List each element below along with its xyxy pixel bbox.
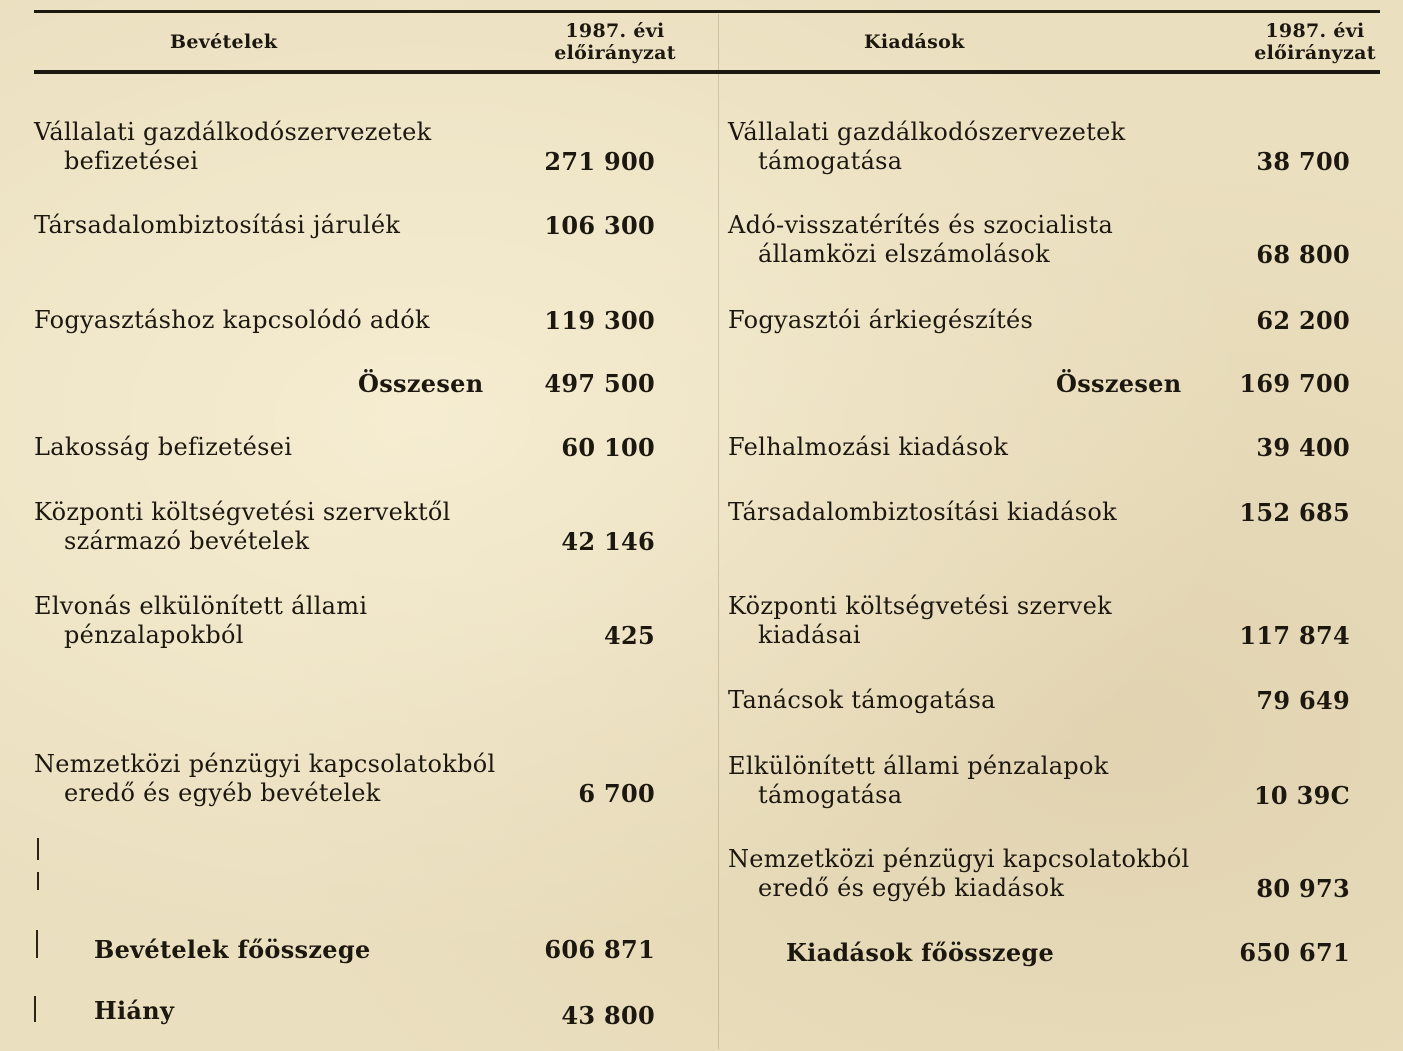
expenditure-year-header [1240, 20, 1390, 64]
expenditure-label-cont: eredő és egyéb kiadások [758, 874, 1065, 902]
revenue-value: 42 146 [561, 527, 655, 556]
top-rule [34, 10, 1380, 13]
deficit-label: Hiány [94, 996, 175, 1025]
column-divider [718, 14, 719, 1049]
expenditure-value: 39 400 [1256, 433, 1350, 462]
expenditure-value: 38 700 [1256, 147, 1350, 176]
expenditure-label-cont: támogatása [758, 781, 903, 809]
revenue-label-cont: befizetései [64, 147, 199, 175]
revenue-label: Elvonás elkülönített állami [34, 592, 368, 620]
expenditure-label: Fogyasztói árkiegészítés [728, 306, 1034, 334]
margin-mark [37, 838, 39, 860]
expenditure-grand-total-value: 650 671 [1239, 938, 1350, 967]
expenditure-label: Tanácsok támogatása [728, 686, 996, 714]
revenue-year-header-line1: 1987. évi [565, 20, 665, 42]
revenue-subtotal-label: Összesen [358, 369, 484, 398]
revenue-value: 106 300 [544, 211, 655, 240]
expenditure-year-header-line1: 1987. évi [1265, 20, 1365, 42]
expenditure-column-header: Kiadások [864, 31, 965, 53]
expenditure-value: 10 39C [1253, 781, 1350, 810]
revenue-year-header-line2: előirányzat [554, 42, 676, 64]
expenditure-value: 79 649 [1256, 686, 1350, 715]
revenue-grand-total-label: Bevételek főösszege [94, 935, 371, 964]
expenditure-label: Központi költségvetési szervek [728, 592, 1112, 620]
margin-mark [34, 996, 36, 1022]
expenditure-label: Felhalmozási kiadások [728, 433, 1009, 461]
expenditure-label: Társadalombiztosítási kiadások [728, 498, 1117, 526]
revenue-label: Társadalombiztosítási járulék [34, 211, 401, 239]
expenditure-label: Adó-visszatérítés és szocialista [728, 211, 1114, 239]
revenue-label: Fogyasztáshoz kapcsolódó adók [34, 306, 430, 334]
revenue-label-cont: eredő és egyéb bevételek [64, 779, 381, 807]
revenue-subtotal-value: 497 500 [544, 369, 655, 398]
expenditure-label-cont: támogatása [758, 147, 903, 175]
revenue-label: Központi költségvetési szervektől [34, 498, 451, 526]
expenditure-subtotal-value: 169 700 [1239, 369, 1350, 398]
deficit-value: 43 800 [561, 1001, 655, 1030]
expenditure-value: 117 874 [1239, 621, 1350, 650]
revenue-grand-total-value: 606 871 [544, 935, 655, 964]
revenue-label-cont: pénzalapokból [64, 621, 244, 649]
expenditure-value: 80 973 [1256, 874, 1350, 903]
expenditure-label-cont: kiadásai [758, 621, 861, 649]
expenditure-label: Nemzetközi pénzügyi kapcsolatokból [728, 845, 1190, 873]
expenditure-year-header-line2: előirányzat [1254, 42, 1376, 64]
margin-mark [37, 872, 39, 890]
expenditure-value: 62 200 [1256, 306, 1350, 335]
revenue-value: 6 700 [578, 779, 655, 808]
header-rule [34, 70, 1380, 74]
revenue-label-cont: származó bevételek [64, 527, 310, 555]
expenditure-subtotal-label: Összesen [1056, 369, 1182, 398]
revenue-value: 60 100 [561, 433, 655, 462]
revenue-label: Nemzetközi pénzügyi kapcsolatokból [34, 750, 496, 778]
revenue-value: 119 300 [544, 306, 655, 335]
revenue-value: 425 [604, 621, 655, 650]
expenditure-label: Elkülönített állami pénzalapok [728, 752, 1109, 780]
revenue-year-header [540, 20, 690, 64]
revenue-value: 271 900 [544, 147, 655, 176]
margin-mark [36, 930, 38, 958]
revenue-label: Vállalati gazdálkodószervezetek [34, 118, 432, 146]
expenditure-value: 152 685 [1239, 498, 1350, 527]
expenditure-value: 68 800 [1256, 240, 1350, 269]
expenditure-label: Vállalati gazdálkodószervezetek [728, 118, 1126, 146]
revenue-label: Lakosság befizetései [34, 433, 293, 461]
expenditure-grand-total-label: Kiadások főösszege [786, 938, 1055, 967]
revenue-column-header: Bevételek [170, 31, 278, 53]
expenditure-label-cont: államközi elszámolások [758, 240, 1050, 268]
